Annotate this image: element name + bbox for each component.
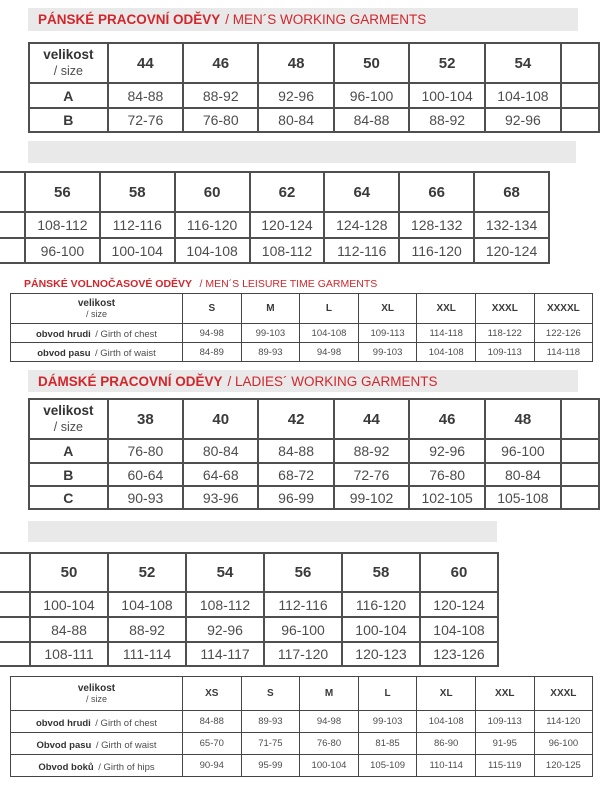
value-cell: 108-111 bbox=[30, 642, 108, 666]
header-row bbox=[11, 294, 593, 324]
size-header-cell: XXL bbox=[475, 677, 534, 711]
size-header-cell: 64 bbox=[324, 172, 399, 212]
table-row bbox=[11, 711, 593, 733]
value-cell: 88-92 bbox=[334, 439, 410, 463]
size-header-cell: 48 bbox=[485, 399, 561, 439]
size-header-cell: M bbox=[300, 677, 359, 711]
value-cell: 80-84 bbox=[183, 439, 258, 463]
value-cell: 100-104 bbox=[409, 83, 485, 108]
value-cell: 72-76 bbox=[334, 463, 410, 486]
size-header-cell: XXXXL bbox=[534, 294, 593, 324]
value-cell: 96-100 bbox=[25, 238, 100, 263]
value-cell: 104-108 bbox=[108, 592, 186, 617]
value-cell: 114-118 bbox=[534, 343, 593, 362]
value-cell: 99-102 bbox=[334, 486, 410, 509]
value-cell: 89-93 bbox=[241, 343, 300, 362]
size-header-cell: M bbox=[241, 294, 300, 324]
clipped-cell bbox=[561, 486, 599, 509]
size-header-cell: 62 bbox=[250, 172, 325, 212]
value-cell: 93-96 bbox=[183, 486, 258, 509]
mens-working-heading-band bbox=[28, 8, 578, 31]
value-cell: 105-109 bbox=[358, 755, 417, 777]
size-header-cell: 58 bbox=[342, 553, 420, 592]
ladies-leisure-sizes-table bbox=[10, 676, 593, 777]
size-header-cell: XL bbox=[358, 294, 417, 324]
value-cell: 120-124 bbox=[420, 592, 498, 617]
value-cell: 118-122 bbox=[475, 324, 534, 343]
value-cell: 84-88 bbox=[334, 108, 410, 132]
value-cell: 89-93 bbox=[241, 711, 300, 733]
row-label-en: / Girth of waist bbox=[95, 348, 156, 359]
clipped-cell bbox=[561, 108, 599, 132]
value-cell: 110-114 bbox=[417, 755, 476, 777]
table-row bbox=[11, 733, 593, 755]
value-cell: 60-64 bbox=[108, 463, 183, 486]
value-cell: 111-114 bbox=[108, 642, 186, 666]
value-cell: 95-99 bbox=[241, 755, 300, 777]
table-row bbox=[29, 463, 599, 486]
table-row bbox=[0, 642, 498, 666]
clipped-cell bbox=[561, 83, 599, 108]
value-cell: 84-88 bbox=[30, 617, 108, 642]
size-header-cell: 50 bbox=[334, 43, 410, 83]
value-cell: 108-112 bbox=[186, 592, 264, 617]
size-header-cell: 44 bbox=[334, 399, 410, 439]
value-cell: 112-116 bbox=[100, 212, 175, 238]
divider-band bbox=[28, 141, 576, 163]
row-label-cell bbox=[11, 755, 183, 777]
table-row bbox=[11, 343, 593, 362]
table-row bbox=[29, 439, 599, 463]
size-header-cell: XS bbox=[183, 677, 242, 711]
row-label-en: / Girth of waist bbox=[95, 739, 157, 751]
value-cell: 114-120 bbox=[534, 711, 593, 733]
value-cell: 76-80 bbox=[300, 733, 359, 755]
row-label-cell bbox=[11, 324, 183, 343]
corner-label-cz: velikost bbox=[43, 403, 94, 419]
size-header-cell: 42 bbox=[258, 399, 333, 439]
clipped-cell bbox=[0, 212, 25, 238]
size-header-cell: 50 bbox=[30, 553, 108, 592]
value-cell: 108-112 bbox=[250, 238, 325, 263]
value-cell: 109-113 bbox=[475, 343, 534, 362]
row-label-cell: A bbox=[29, 439, 108, 463]
value-cell: 120-123 bbox=[342, 642, 420, 666]
value-cell: 96-99 bbox=[258, 486, 333, 509]
mens-leisure-heading-cz: PÁNSKÉ VOLNOČASOVÉ ODĚVY bbox=[24, 278, 193, 290]
value-cell: 100-104 bbox=[100, 238, 175, 263]
value-cell: 112-116 bbox=[264, 592, 342, 617]
value-cell: 116-120 bbox=[175, 212, 250, 238]
value-cell: 92-96 bbox=[409, 439, 485, 463]
clipped-cell bbox=[0, 172, 25, 212]
table-row bbox=[0, 617, 498, 642]
row-label-cz: obvod hrudi bbox=[35, 717, 91, 729]
value-cell: 128-132 bbox=[399, 212, 474, 238]
corner-label-cz: velikost bbox=[43, 47, 94, 63]
size-header-cell: XXXL bbox=[534, 677, 593, 711]
value-cell: 100-104 bbox=[30, 592, 108, 617]
value-cell: 76-80 bbox=[183, 108, 258, 132]
value-cell: 99-103 bbox=[358, 343, 417, 362]
mens-working-heading-en: / MEN´S WORKING GARMENTS bbox=[225, 12, 427, 27]
value-cell: 86-90 bbox=[417, 733, 476, 755]
ladies-working-sizes-table-1 bbox=[28, 398, 600, 510]
value-cell: 104-108 bbox=[175, 238, 250, 263]
value-cell: 115-119 bbox=[475, 755, 534, 777]
row-label-en: / Girth of chest bbox=[95, 329, 158, 340]
corner-cell bbox=[29, 399, 108, 439]
header-row bbox=[0, 172, 549, 212]
corner-label-en: / size bbox=[85, 309, 107, 320]
clipped-cell bbox=[0, 592, 30, 617]
value-cell: 76-80 bbox=[108, 439, 183, 463]
value-cell: 84-89 bbox=[183, 343, 242, 362]
value-cell: 88-92 bbox=[183, 83, 258, 108]
row-label-cell bbox=[11, 343, 183, 362]
size-header-cell: 54 bbox=[186, 553, 264, 592]
value-cell: 96-100 bbox=[334, 83, 410, 108]
ladies-working-heading-en: / LADIES´ WORKING GARMENTS bbox=[227, 373, 438, 389]
value-cell: 91-95 bbox=[475, 733, 534, 755]
size-header-cell: 58 bbox=[100, 172, 175, 212]
table-row bbox=[11, 755, 593, 777]
value-cell: 88-92 bbox=[108, 617, 186, 642]
value-cell: 90-94 bbox=[183, 755, 242, 777]
size-header-cell: 52 bbox=[409, 43, 485, 83]
table-row bbox=[0, 238, 549, 263]
size-header-cell: 48 bbox=[258, 43, 333, 83]
mens-leisure-heading bbox=[24, 274, 377, 292]
clipped-cell bbox=[0, 553, 30, 592]
value-cell: 92-96 bbox=[485, 108, 561, 132]
value-cell: 92-96 bbox=[186, 617, 264, 642]
value-cell: 112-116 bbox=[324, 238, 399, 263]
size-header-cell: XXL bbox=[417, 294, 476, 324]
row-label-cell bbox=[11, 733, 183, 755]
value-cell: 117-120 bbox=[264, 642, 342, 666]
value-cell: 99-103 bbox=[358, 711, 417, 733]
row-label-cell: B bbox=[29, 463, 108, 486]
size-header-cell: 68 bbox=[474, 172, 549, 212]
value-cell: 123-126 bbox=[420, 642, 498, 666]
value-cell: 65-70 bbox=[183, 733, 242, 755]
value-cell: 116-120 bbox=[342, 592, 420, 617]
value-cell: 120-124 bbox=[474, 238, 549, 263]
value-cell: 132-134 bbox=[474, 212, 549, 238]
size-header-cell: 66 bbox=[399, 172, 474, 212]
corner-label-en: / size bbox=[85, 694, 107, 705]
size-header-cell: S bbox=[183, 294, 242, 324]
clipped-cell bbox=[0, 642, 30, 666]
row-label-cz: Obvod boků bbox=[38, 761, 94, 773]
value-cell: 109-113 bbox=[358, 324, 417, 343]
value-cell: 64-68 bbox=[183, 463, 258, 486]
row-label-cz: obvod pasu bbox=[37, 348, 91, 359]
table-row bbox=[0, 592, 498, 617]
row-label-cell: A bbox=[29, 83, 108, 108]
corner-label-cz: velikost bbox=[77, 298, 116, 310]
clipped-cell bbox=[561, 439, 599, 463]
corner-label-en: / size bbox=[53, 64, 83, 79]
value-cell: 122-126 bbox=[534, 324, 593, 343]
size-header-cell: L bbox=[300, 294, 359, 324]
size-header-cell: 56 bbox=[25, 172, 100, 212]
value-cell: 104-108 bbox=[300, 324, 359, 343]
corner-cell bbox=[11, 677, 183, 711]
value-cell: 84-88 bbox=[108, 83, 183, 108]
size-header-cell: 56 bbox=[264, 553, 342, 592]
value-cell: 90-93 bbox=[108, 486, 183, 509]
mens-working-sizes-table-1 bbox=[28, 42, 600, 133]
clipped-cell bbox=[0, 238, 25, 263]
value-cell: 94-98 bbox=[183, 324, 242, 343]
size-header-cell: 38 bbox=[108, 399, 183, 439]
corner-label-en: / size bbox=[53, 420, 83, 435]
size-header-cell: 54 bbox=[485, 43, 561, 83]
header-row bbox=[0, 553, 498, 592]
header-row bbox=[29, 399, 599, 439]
size-header-cell: 60 bbox=[175, 172, 250, 212]
row-label-en: / Girth of hips bbox=[98, 761, 155, 773]
value-cell: 120-125 bbox=[534, 755, 593, 777]
size-header-cell: 46 bbox=[183, 43, 258, 83]
size-header-cell: L bbox=[358, 677, 417, 711]
clipped-cell bbox=[561, 399, 599, 439]
size-header-cell: XL bbox=[417, 677, 476, 711]
table-row bbox=[29, 83, 599, 108]
value-cell: 80-84 bbox=[258, 108, 333, 132]
value-cell: 84-88 bbox=[183, 711, 242, 733]
value-cell: 102-105 bbox=[409, 486, 485, 509]
size-header-cell: 44 bbox=[108, 43, 183, 83]
value-cell: 94-98 bbox=[300, 343, 359, 362]
corner-label-cz: velikost bbox=[77, 683, 116, 695]
value-cell: 68-72 bbox=[258, 463, 333, 486]
value-cell: 124-128 bbox=[324, 212, 399, 238]
corner-cell bbox=[11, 294, 183, 324]
table-row bbox=[29, 108, 599, 132]
value-cell: 92-96 bbox=[258, 83, 333, 108]
value-cell: 88-92 bbox=[409, 108, 485, 132]
row-label-cell bbox=[11, 711, 183, 733]
value-cell: 94-98 bbox=[300, 711, 359, 733]
row-label-cz: Obvod pasu bbox=[36, 739, 92, 751]
divider-band-2 bbox=[28, 521, 497, 542]
value-cell: 80-84 bbox=[485, 463, 561, 486]
clipped-cell bbox=[561, 463, 599, 486]
mens-leisure-sizes-table bbox=[10, 293, 593, 362]
value-cell: 76-80 bbox=[409, 463, 485, 486]
row-label-cz: obvod hrudi bbox=[35, 329, 91, 340]
value-cell: 104-108 bbox=[417, 343, 476, 362]
table-row bbox=[29, 486, 599, 509]
size-header-cell: 52 bbox=[108, 553, 186, 592]
value-cell: 120-124 bbox=[250, 212, 325, 238]
mens-leisure-heading-en: / MEN´S LEISURE TIME GARMENTS bbox=[199, 278, 378, 290]
header-row bbox=[11, 677, 593, 711]
value-cell: 114-118 bbox=[417, 324, 476, 343]
row-label-cell: C bbox=[29, 486, 108, 509]
value-cell: 104-108 bbox=[420, 617, 498, 642]
mens-working-sizes-table-2 bbox=[0, 171, 550, 264]
value-cell: 84-88 bbox=[258, 439, 333, 463]
size-header-cell: S bbox=[241, 677, 300, 711]
value-cell: 114-117 bbox=[186, 642, 264, 666]
size-header-cell: 40 bbox=[183, 399, 258, 439]
value-cell: 96-100 bbox=[264, 617, 342, 642]
ladies-working-heading-band bbox=[28, 370, 578, 392]
clipped-cell bbox=[561, 43, 599, 83]
ladies-working-sizes-table-2 bbox=[0, 552, 499, 667]
value-cell: 105-108 bbox=[485, 486, 561, 509]
value-cell: 116-120 bbox=[399, 238, 474, 263]
ladies-working-heading-cz: DÁMSKÉ PRACOVNÍ ODĚVY bbox=[38, 373, 223, 389]
value-cell: 96-100 bbox=[485, 439, 561, 463]
value-cell: 108-112 bbox=[25, 212, 100, 238]
value-cell: 71-75 bbox=[241, 733, 300, 755]
size-header-cell: 46 bbox=[409, 399, 485, 439]
value-cell: 81-85 bbox=[358, 733, 417, 755]
mens-working-heading-cz: PÁNSKÉ PRACOVNÍ ODĚVY bbox=[38, 12, 221, 27]
value-cell: 104-108 bbox=[485, 83, 561, 108]
table-row bbox=[0, 212, 549, 238]
value-cell: 100-104 bbox=[342, 617, 420, 642]
row-label-en: / Girth of chest bbox=[95, 717, 158, 729]
table-row bbox=[11, 324, 593, 343]
clipped-cell bbox=[0, 617, 30, 642]
row-label-cell: B bbox=[29, 108, 108, 132]
value-cell: 72-76 bbox=[108, 108, 183, 132]
corner-cell bbox=[29, 43, 108, 83]
value-cell: 100-104 bbox=[300, 755, 359, 777]
header-row bbox=[29, 43, 599, 83]
size-header-cell: XXXL bbox=[475, 294, 534, 324]
value-cell: 96-100 bbox=[534, 733, 593, 755]
value-cell: 104-108 bbox=[417, 711, 476, 733]
value-cell: 99-103 bbox=[241, 324, 300, 343]
value-cell: 109-113 bbox=[475, 711, 534, 733]
size-header-cell: 60 bbox=[420, 553, 498, 592]
